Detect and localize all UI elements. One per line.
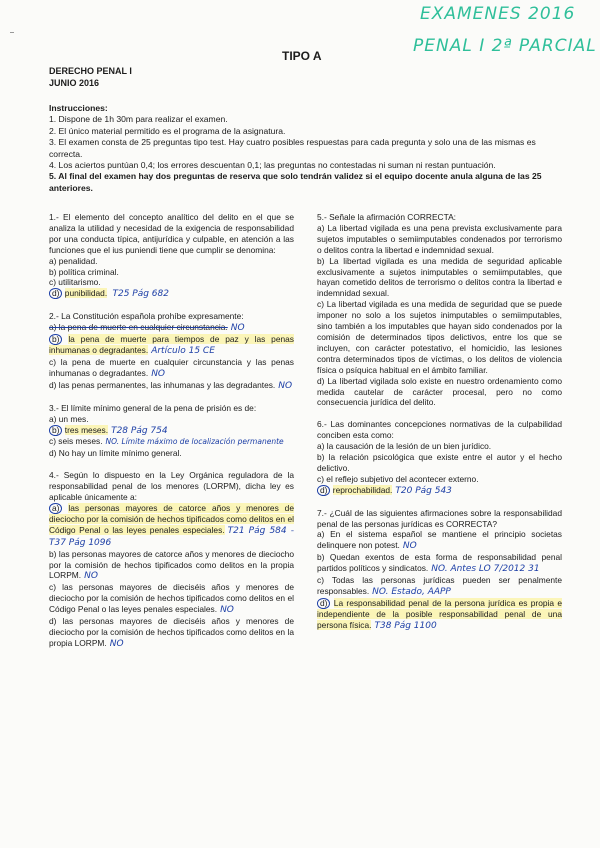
option-d: d) La libertad vigilada solo existe en nuestro ordenamiento como medida cautelar de carácter procesal, pero no como consecuencia jurídica del delito. — [317, 375, 562, 408]
option-text: reprochabilidad. — [332, 484, 393, 495]
right-column — [317, 212, 562, 643]
option-b — [49, 549, 294, 583]
option-text: a) la pena de muerte en cualquier circunstancia. — [49, 322, 228, 333]
option-text: b) las personas mayores de catorce años y menores de dieciocho por la comisión de hechos tipificados como delitos en la propia LORPM. — [49, 548, 294, 581]
answer-circle: a) — [49, 503, 62, 514]
answer-note: T28 Pág 754 — [111, 425, 168, 436]
question-stem: 5.- Señale la afirmación CORRECTA: — [317, 212, 457, 222]
question-4 — [49, 470, 294, 650]
option-text: c) las personas mayores de dieciséis años y menores de dieciocho por la comisión de hechos tipificados como delitos en el Código Penal o las leyes penales especiales. — [49, 582, 294, 615]
option-b-answer — [49, 334, 294, 357]
option-text: d) las personas mayores de dieciséis años y menores de dieciocho por la comisión de hechos tipificados como delitos en la propia LORPM. — [49, 616, 294, 648]
option-a — [317, 529, 562, 552]
option-a: a) la causación de la lesión de un bien jurídico. — [317, 441, 492, 452]
instructions-heading: Instrucciones: — [49, 103, 108, 113]
answer-note: NO — [84, 571, 98, 582]
option-c: c) utilitarismo. — [49, 277, 101, 288]
option-text: c) seis meses. — [49, 436, 103, 447]
course-name: DERECHO PENAL I — [49, 66, 132, 76]
answer-note: T38 Pág 1100 — [374, 620, 437, 631]
option-c — [49, 436, 294, 448]
question-stem: 2.- La Constitución española prohíbe expresamente: — [49, 311, 244, 322]
option-b: b) la relación psicológica que existe entre el autor y el hecho delictivo. — [317, 452, 562, 473]
option-text: las personas mayores de catorce años y menores de dieciocho por la comisión de hechos tipificados como delitos en el Código Penal o las leyes penales especiales. — [49, 502, 294, 535]
option-text: tres meses. — [64, 424, 109, 435]
option-a-answer — [49, 503, 294, 549]
instruction-item: 4. Los aciertos puntúan 0,4; los errores descuentan 0,1; las preguntas no contestadas ni suman ni restan puntuación. — [49, 160, 496, 171]
handwritten-exam-year: EXAMENES 2016 — [420, 4, 576, 24]
question-stem: 6.- Las dominantes concepciones normativas de la culpabilidad conciben esta como: — [317, 419, 562, 441]
option-d — [49, 616, 294, 650]
question-stem: 7.- ¿Cuál de las siguientes afirmaciones sobre la responsabilidad penal de las personas jurídicas es CORRECTA? — [317, 507, 562, 529]
question-3 — [49, 403, 294, 460]
option-c — [317, 575, 562, 598]
option-a — [49, 322, 294, 334]
option-text: a) En el sistema español se mantiene el principio societas delinquere non potest. — [317, 529, 562, 551]
answer-note: NO — [109, 638, 124, 649]
option-d-answer — [317, 598, 562, 632]
option-text: b) Quedan exentos de esta forma de responsabilidad penal partidos políticos y sindicatos. — [317, 552, 562, 574]
question-5 — [317, 212, 562, 408]
option-b — [317, 552, 562, 575]
option-d-answer — [317, 485, 562, 497]
answer-note: NO. Estado, AAPP — [372, 587, 451, 597]
left-column — [49, 212, 294, 661]
answer-circle: b) — [49, 425, 62, 436]
instructions — [49, 103, 559, 194]
answer-note: NO — [220, 605, 234, 616]
exam-type-title: TIPO A — [282, 49, 322, 63]
option-a: a) penalidad. — [49, 255, 98, 266]
option-c: c) La libertad vigilada es una medida de seguridad que se puede imponer no solo a los sujetos inimputables o semiimputables, sino también a los imputables que hayan sido condenados por la comisión de determinados tipos delictivos, entre los que se incluyen, con carácter potestativo, el homicidio, las lesiones contra determinados tipos de víctimas, o los delitos de violencia física o psíquica habitual en el ámbito familiar. — [317, 299, 562, 375]
option-d-answer — [49, 288, 294, 300]
exam-date: JUNIO 2016 — [49, 78, 100, 88]
answer-note: NO — [402, 541, 417, 552]
exam-header — [49, 65, 132, 89]
option-text: c) Todas las personas jurídicas pueden ser penalmente responsables. — [317, 575, 562, 596]
answer-note: NO — [151, 368, 166, 379]
handwritten-exam-part: PENAL I 2ª PARCIAL — [413, 36, 597, 56]
option-text: d) las penas permanentes, las inhumanas y las degradantes. — [49, 379, 276, 390]
answer-note: T21 Pág 584 - T37 Pág 1096 — [49, 525, 294, 548]
option-c: c) el reflejo subjetivo del acontecer externo. — [317, 473, 479, 484]
option-d — [49, 380, 294, 392]
option-text: La responsabilidad penal de la persona jurídica es propia e independiente de la posible responsabilidad penal de una persona física. — [317, 597, 563, 630]
answer-circle: d) — [317, 485, 330, 496]
answer-circle: d) — [49, 288, 62, 299]
question-7 — [317, 508, 562, 632]
answer-note: T25 Pág 682 — [112, 289, 169, 300]
answer-note: NO — [278, 380, 293, 391]
option-a: a) La libertad vigilada es una pena prevista exclusivamente para sujetos imputables o semiimputables condenados por terrorismo o delitos contra la libertad e indemnidad sexual. — [317, 222, 562, 255]
option-b-answer — [49, 425, 294, 437]
answer-note: NO. Límite máximo de localización permanente — [105, 437, 284, 447]
answer-note: Artículo 15 CE — [151, 346, 215, 357]
instruction-item: 5. Al final del examen hay dos preguntas de reserva que solo tendrán validez si el equipo docente anula alguna de las 25 anteriores. — [49, 171, 542, 193]
question-1 — [49, 212, 294, 300]
instruction-item: 3. El examen consta de 25 preguntas tipo test. Hay cuatro posibles respuestas para cada pregunta y solo una de las mismas es correcta. — [49, 137, 536, 159]
answer-note: NO — [230, 323, 245, 334]
option-text: punibilidad. — [64, 288, 108, 299]
question-stem: 3.- El límite mínimo general de la pena de prisión es de: — [49, 402, 257, 413]
option-a: a) un mes. — [49, 413, 89, 424]
instruction-item: 1. Dispone de 1h 30m para realizar el examen. — [49, 114, 228, 125]
option-c — [49, 582, 294, 616]
answer-circle: d) — [317, 598, 330, 609]
instruction-item: 2. El único material permitido es el programa de la asignatura. — [49, 125, 286, 136]
option-c — [49, 357, 294, 380]
question-stem: 4.- Según lo dispuesto en la Ley Orgánica reguladora de la responsabilidad penal de los menores (LORPM), dicha ley es aplicable únicamente a: — [49, 470, 294, 503]
answer-note: T20 Pág 543 — [395, 485, 452, 496]
question-6 — [317, 419, 562, 496]
question-2 — [49, 311, 294, 391]
option-text: c) la pena de muerte en cualquier circunstancia y las penas inhumanas o degradantes. — [49, 356, 294, 378]
option-b: b) La libertad vigilada es una medida de seguridad aplicable exclusivamente a sujetos inimputables o semiimputables, que hayan cometido delitos de terrorismo o delitos contra la libertad e indemnidad sexual. — [317, 255, 562, 299]
margin-mark — [10, 32, 14, 33]
option-text: la pena de muerte para tiempos de paz y las penas inhumanas o degradantes. — [49, 334, 294, 356]
answer-circle: b) — [49, 334, 62, 345]
answer-note: NO. Antes LO 7/2012 31 — [431, 564, 540, 575]
option-b: b) política criminal. — [49, 266, 119, 277]
option-d: d) No hay un límite mínimo general. — [49, 448, 182, 459]
question-stem: 1.- El elemento del concepto analítico del delito en el que se analiza la utilidad y necesidad de la exigencia de responsabilidad por una conducta típica, antijurídica y culpable, en atención a las funciones que el ius puniendi tiene que cumplir se denomina: — [49, 212, 294, 255]
